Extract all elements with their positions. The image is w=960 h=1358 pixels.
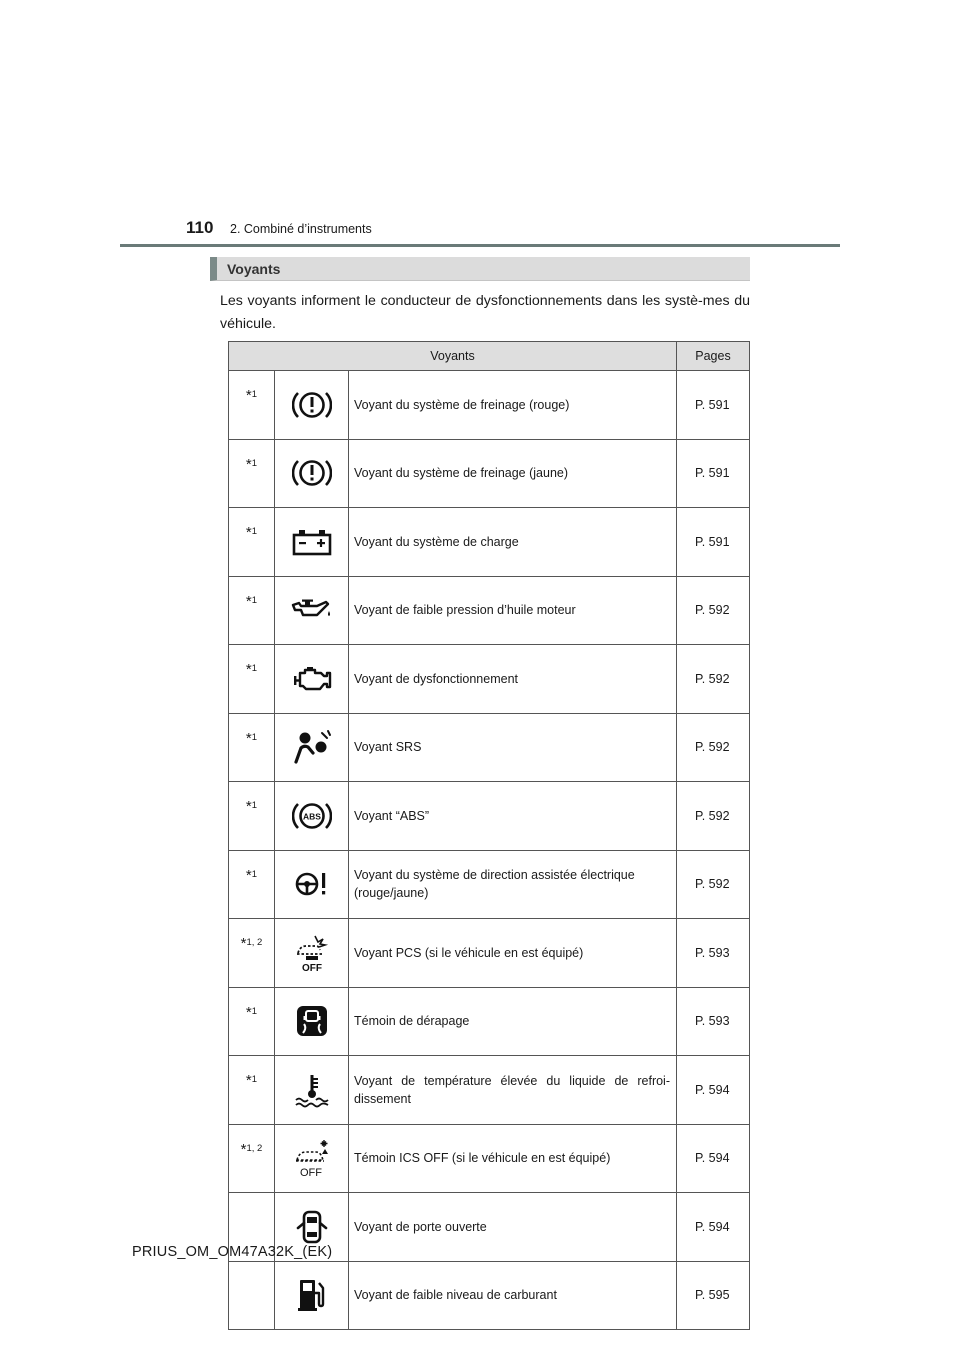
page-reference: P. 591: [677, 371, 750, 440]
light-description: Voyant “ABS”: [349, 782, 677, 851]
light-description: Témoin de dérapage: [349, 987, 677, 1056]
table-row: [229, 508, 750, 577]
fuel-pump-icon: [275, 1261, 349, 1330]
page-reference: P. 592: [677, 645, 750, 714]
footnote-marker: *$^1$: [229, 371, 275, 440]
intro-paragraph: Les voyants informent le conducteur de dysfonctionnements dans les systè-mes du véhicule.: [220, 293, 750, 332]
footnote-marker: *$^1$: [229, 645, 275, 714]
engine-icon: [275, 645, 349, 714]
ics-off-icon: [275, 1124, 349, 1193]
footnote-marker: *$^1$: [229, 1056, 275, 1125]
footnote-marker: *$^1$: [229, 439, 275, 508]
table-row: [229, 1124, 750, 1193]
page-number: 110: [186, 218, 214, 237]
light-description: Voyant du système de freinage (rouge): [349, 371, 677, 440]
page-reference: P. 593: [677, 987, 750, 1056]
document-code: PRIUS_OM_OM47A32K_(EK): [132, 1244, 333, 1260]
page-reference: P. 592: [677, 576, 750, 645]
table-row: [229, 919, 750, 988]
battery-icon: [275, 508, 349, 577]
light-description: Voyant de faible pression d’huile moteur: [349, 576, 677, 645]
light-description: Voyant SRS: [349, 713, 677, 782]
light-description: Voyant du système de freinage (jaune): [349, 439, 677, 508]
light-description: Voyant du système de charge: [349, 508, 677, 577]
footnote-marker: *$^1$: [229, 713, 275, 782]
page-reference: P. 594: [677, 1193, 750, 1262]
footnote-marker: *$^1$: [229, 987, 275, 1056]
light-description: Voyant du système de direction assistée électrique (rouge/jaune): [349, 850, 677, 919]
light-description: Témoin ICS OFF (si le véhicule en est équipé): [349, 1124, 677, 1193]
brake-warning-icon: [275, 371, 349, 440]
page-reference: P. 591: [677, 508, 750, 577]
footnote-marker: *$^1$: [229, 782, 275, 851]
steering-warning-icon: [275, 850, 349, 919]
page-reference: P. 592: [677, 713, 750, 782]
oil-can-icon: [275, 576, 349, 645]
airbag-icon: [275, 713, 349, 782]
light-description: Voyant PCS (si le véhicule en est équipé): [349, 919, 677, 988]
page-reference: P. 592: [677, 782, 750, 851]
table-row: [229, 987, 750, 1056]
footnote-marker: *$^1$: [229, 508, 275, 577]
pcs-off-icon: [275, 919, 349, 988]
header-rule: [120, 244, 840, 247]
light-description: Voyant de dysfonctionnement: [349, 645, 677, 714]
header-pages: Pages: [677, 342, 750, 371]
footnote-marker: [229, 1261, 275, 1330]
section-heading: [210, 257, 750, 281]
pcs-off-icon-label: OFF: [301, 962, 322, 973]
table-row: [229, 576, 750, 645]
page-reference: P. 594: [677, 1056, 750, 1125]
table-row: [229, 713, 750, 782]
abs-icon: [275, 782, 349, 851]
header-lights: Voyants: [229, 342, 677, 371]
chapter-title: 2. Combiné d’instruments: [230, 222, 372, 236]
abs-icon-label: ABS: [302, 811, 321, 822]
table-row: [229, 1261, 750, 1330]
skid-icon: [275, 987, 349, 1056]
light-description: Voyant de température élevée du liquide de refroi-dissement: [349, 1056, 677, 1125]
table-row: [229, 850, 750, 919]
table-row: [229, 1056, 750, 1125]
page-reference: P. 594: [677, 1124, 750, 1193]
table-row: [229, 645, 750, 714]
ics-off-icon-label: OFF: [299, 1167, 322, 1179]
footnote-marker: *$^1$: [229, 576, 275, 645]
warning-lights-table: [228, 341, 750, 1330]
footnote-marker: *$^{1, 2}$: [229, 919, 275, 988]
table-row: [229, 371, 750, 440]
footnote-marker: *$^1$: [229, 850, 275, 919]
footnote-marker: *$^{1, 2}$: [229, 1124, 275, 1193]
brake-warning-icon: [275, 439, 349, 508]
table-row: [229, 439, 750, 508]
page-reference: P. 595: [677, 1261, 750, 1330]
page-reference: P. 591: [677, 439, 750, 508]
light-description: Voyant de porte ouverte: [349, 1193, 677, 1262]
page-reference: P. 592: [677, 850, 750, 919]
section-heading-label: Voyants: [227, 261, 281, 277]
page-reference: P. 593: [677, 919, 750, 988]
light-description: Voyant de faible niveau de carburant: [349, 1261, 677, 1330]
table-header-row: [229, 342, 750, 371]
coolant-temperature-icon: [275, 1056, 349, 1125]
table-row: [229, 782, 750, 851]
